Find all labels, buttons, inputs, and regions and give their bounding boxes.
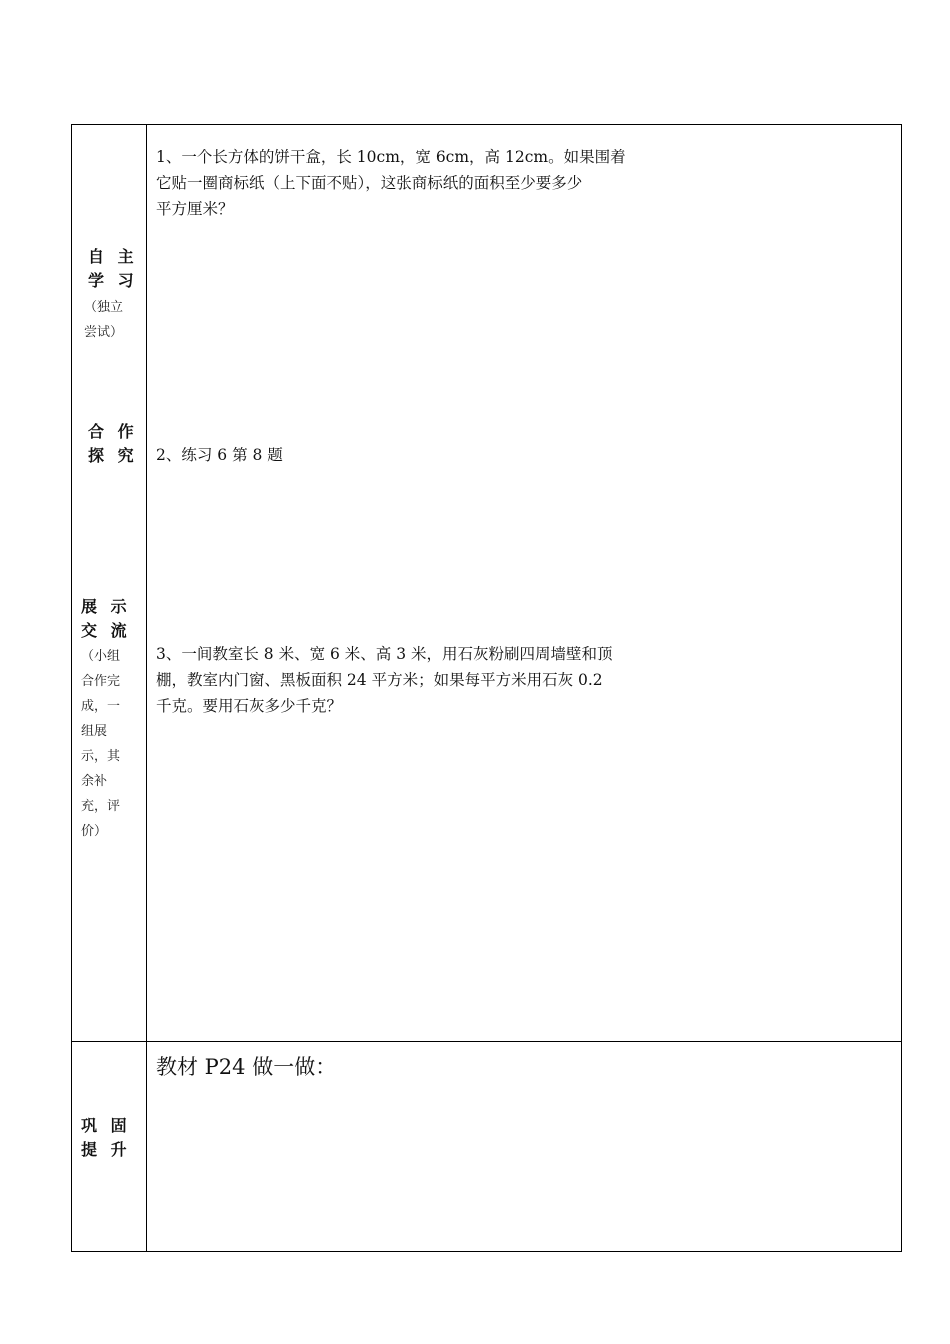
- label-exchange-line2: 交 流: [81, 621, 131, 640]
- problem-3: [156, 641, 613, 719]
- note-exchange-line: 余补: [81, 774, 108, 789]
- label-self-study-line1: 自 主: [88, 247, 138, 266]
- note-exchange-line: 充，评: [81, 799, 121, 814]
- note-exchange-line: （小组: [81, 649, 121, 664]
- problem-1-line3: 平方厘米？: [156, 200, 234, 218]
- problem-3-line3: 千克。要用石灰多少千克？: [156, 697, 343, 715]
- note-exchange-line: 价）: [81, 824, 108, 839]
- label-self-study-line2: 学 习: [88, 271, 138, 290]
- label-consolidate: [81, 1114, 131, 1162]
- consolidate-task: 教材 P24 做一做：: [156, 1055, 337, 1079]
- note-self-study-line2: 尝试）: [84, 325, 124, 340]
- problem-2-line1: 2、练习 6 第 8 题: [156, 446, 283, 464]
- label-exchange: [81, 595, 131, 643]
- note-self-study-line1: （独立: [84, 300, 124, 315]
- note-exchange-line: 组展: [81, 724, 108, 739]
- problem-2: [156, 442, 283, 468]
- problem-1-line2: 它贴一圈商标纸（上下面不贴），这张商标纸的面积至少要多少: [156, 174, 583, 192]
- note-exchange-line: 合作完: [81, 674, 121, 689]
- label-cooperation: [88, 420, 138, 468]
- note-exchange-line: 示，其: [81, 749, 121, 764]
- worksheet-table: [71, 124, 902, 1252]
- label-cooperation-line2: 探 究: [88, 446, 138, 465]
- problem-3-line2: 棚，教室内门窗、黑板面积 24 平方米；如果每平方米用石灰 0.2: [156, 671, 603, 689]
- label-self-study: [88, 245, 138, 293]
- column-divider: [146, 125, 147, 1251]
- note-self-study: [84, 295, 123, 345]
- problem-1-line1: 1、一个长方体的饼干盒，长 10cm，宽 6cm，高 12cm。如果围着: [156, 148, 626, 166]
- label-cooperation-line1: 合 作: [88, 422, 138, 441]
- row-divider: [72, 1041, 901, 1042]
- problem-1: [156, 144, 626, 222]
- problem-3-line1: 3、一间教室长 8 米、宽 6 米、高 3 米，用石灰粉刷四周墙壁和顶: [156, 645, 613, 663]
- note-exchange-line: 成，一: [81, 699, 121, 714]
- label-exchange-line1: 展 示: [81, 597, 131, 616]
- label-consolidate-line1: 巩 固: [81, 1116, 131, 1135]
- label-consolidate-line2: 提 升: [81, 1140, 131, 1159]
- note-exchange: [81, 644, 120, 844]
